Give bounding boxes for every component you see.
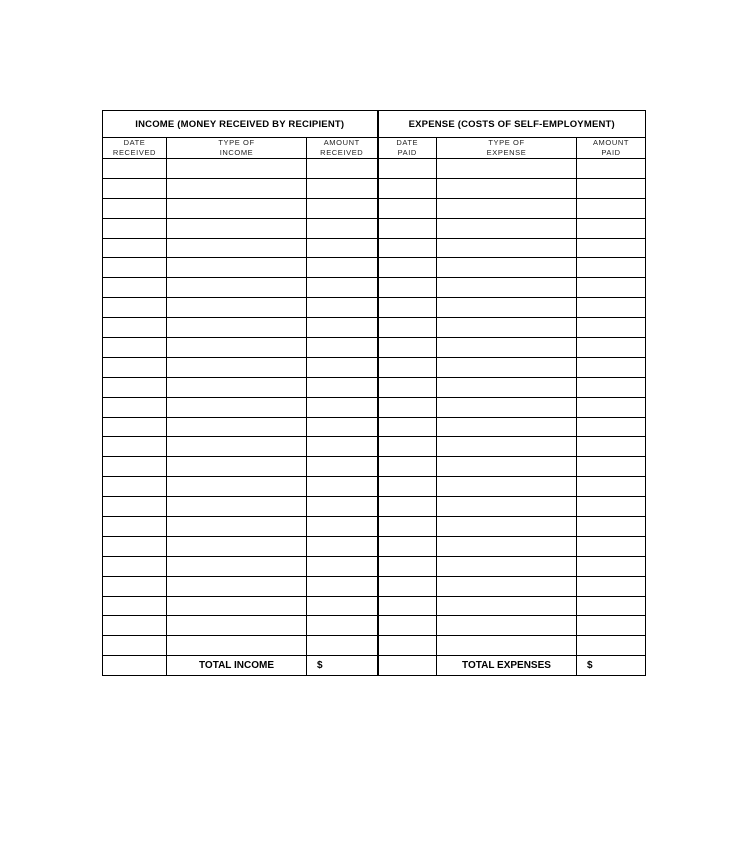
income-type-cell[interactable]: [167, 397, 307, 417]
expense-type-cell[interactable]: [437, 477, 577, 497]
income-date-cell[interactable]: [103, 178, 167, 198]
expense-date-cell[interactable]: [378, 576, 437, 596]
income-type-cell[interactable]: [167, 596, 307, 616]
expense-date-cell[interactable]: [378, 636, 437, 656]
expense-type-cell[interactable]: [437, 318, 577, 338]
expense-date-cell[interactable]: [378, 437, 437, 457]
expense-date-cell[interactable]: [378, 397, 437, 417]
ledger-entry-row: [103, 298, 646, 318]
income-date-cell[interactable]: [103, 298, 167, 318]
income-amount-cell[interactable]: [307, 497, 378, 517]
expense-date-cell[interactable]: [378, 556, 437, 576]
col-header-line: AMOUNT: [323, 138, 360, 147]
income-type-cell[interactable]: [167, 338, 307, 358]
col-header-line: PAID: [601, 148, 621, 157]
expense-amount-cell[interactable]: [577, 616, 646, 636]
income-type-cell[interactable]: [167, 377, 307, 397]
column-header-row: [103, 138, 646, 159]
income-date-cell[interactable]: [103, 616, 167, 636]
expense-date-cell[interactable]: [378, 616, 437, 636]
col-header-type-of-income: [167, 138, 307, 159]
income-date-cell[interactable]: [103, 238, 167, 258]
col-header-date-received: [103, 138, 167, 159]
income-type-cell[interactable]: [167, 616, 307, 636]
income-date-cell[interactable]: [103, 556, 167, 576]
income-amount-cell[interactable]: [307, 298, 378, 318]
col-header-date-paid: [378, 138, 437, 159]
total-expenses-blank-cell[interactable]: [378, 656, 437, 676]
expense-date-cell[interactable]: [378, 357, 437, 377]
income-date-cell[interactable]: [103, 258, 167, 278]
income-section-title: INCOME (MONEY RECEIVED BY RECIPIENT): [103, 111, 378, 138]
ledger-entry-row: [103, 238, 646, 258]
ledger-entry-row: [103, 417, 646, 437]
ledger-entry-row: [103, 536, 646, 556]
expense-amount-cell[interactable]: [577, 278, 646, 298]
expense-amount-cell[interactable]: [577, 377, 646, 397]
income-date-cell[interactable]: [103, 477, 167, 497]
ledger-entry-row: [103, 278, 646, 298]
income-amount-cell[interactable]: [307, 338, 378, 358]
income-amount-cell[interactable]: [307, 218, 378, 238]
expense-amount-cell[interactable]: [577, 238, 646, 258]
income-type-cell[interactable]: [167, 576, 307, 596]
ledger-entry-row: [103, 377, 646, 397]
income-amount-cell[interactable]: [307, 477, 378, 497]
income-amount-cell[interactable]: [307, 517, 378, 537]
ledger-entry-row: [103, 517, 646, 537]
expense-date-cell[interactable]: [378, 596, 437, 616]
col-header-line: AMOUNT: [592, 138, 630, 147]
ledger-entry-row: [103, 198, 646, 218]
expense-amount-cell[interactable]: [577, 536, 646, 556]
income-amount-cell[interactable]: [307, 318, 378, 338]
section-header-row: [103, 111, 646, 138]
expense-date-cell[interactable]: [378, 218, 437, 238]
ledger-entry-row: [103, 636, 646, 656]
expense-section-title: EXPENSE (COSTS OF SELF-EMPLOYMENT): [378, 111, 646, 138]
expense-amount-cell[interactable]: [577, 198, 646, 218]
expense-date-cell[interactable]: [378, 497, 437, 517]
col-header-line: PAID: [397, 148, 417, 157]
expense-amount-cell[interactable]: [577, 477, 646, 497]
ledger-entry-row: [103, 576, 646, 596]
income-amount-cell[interactable]: [307, 457, 378, 477]
expense-type-cell[interactable]: [437, 536, 577, 556]
expense-type-cell[interactable]: [437, 338, 577, 358]
income-amount-cell[interactable]: [307, 556, 378, 576]
expense-amount-cell[interactable]: [577, 576, 646, 596]
total-income-blank-cell[interactable]: [103, 656, 167, 676]
expense-amount-cell[interactable]: [577, 437, 646, 457]
income-type-cell[interactable]: [167, 218, 307, 238]
ledger-entry-row: [103, 338, 646, 358]
expense-date-cell[interactable]: [378, 159, 437, 179]
col-header-amount-received: [307, 138, 378, 159]
ledger-entry-row: [103, 477, 646, 497]
expense-type-cell[interactable]: [437, 159, 577, 179]
income-date-cell[interactable]: [103, 636, 167, 656]
expense-date-cell[interactable]: [378, 298, 437, 318]
ledger-entry-row: [103, 218, 646, 238]
income-date-cell[interactable]: [103, 437, 167, 457]
ledger-entry-row: [103, 318, 646, 338]
expense-date-cell[interactable]: [378, 417, 437, 437]
ledger-entry-row: [103, 457, 646, 477]
income-amount-cell[interactable]: [307, 278, 378, 298]
income-amount-cell[interactable]: [307, 159, 378, 179]
total-income-label: TOTAL INCOME: [167, 656, 307, 676]
total-expenses-amount[interactable]: $: [577, 656, 646, 676]
expense-type-cell[interactable]: [437, 596, 577, 616]
income-amount-cell[interactable]: [307, 198, 378, 218]
income-amount-cell[interactable]: [307, 536, 378, 556]
expense-amount-cell[interactable]: [577, 636, 646, 656]
totals-row: [103, 656, 646, 676]
income-expense-ledger: [102, 110, 645, 676]
income-type-cell[interactable]: [167, 417, 307, 437]
expense-date-cell[interactable]: [378, 338, 437, 358]
expense-type-cell[interactable]: [437, 616, 577, 636]
expense-amount-cell[interactable]: [577, 178, 646, 198]
income-date-cell[interactable]: [103, 536, 167, 556]
col-header-line: INCOME: [219, 148, 254, 157]
ledger-table: [102, 110, 646, 676]
income-amount-cell[interactable]: [307, 397, 378, 417]
expense-date-cell[interactable]: [378, 198, 437, 218]
income-amount-cell[interactable]: [307, 417, 378, 437]
expense-date-cell[interactable]: [378, 318, 437, 338]
expense-amount-cell[interactable]: [577, 517, 646, 537]
income-type-cell[interactable]: [167, 536, 307, 556]
ledger-entry-row: [103, 258, 646, 278]
income-type-cell[interactable]: [167, 357, 307, 377]
expense-type-cell[interactable]: [437, 238, 577, 258]
income-type-cell[interactable]: [167, 298, 307, 318]
income-type-cell[interactable]: [167, 457, 307, 477]
expense-type-cell[interactable]: [437, 556, 577, 576]
income-type-cell[interactable]: [167, 198, 307, 218]
income-type-cell[interactable]: [167, 159, 307, 179]
income-date-cell[interactable]: [103, 318, 167, 338]
income-type-cell[interactable]: [167, 437, 307, 457]
col-header-type-of-expense: [437, 138, 577, 159]
col-header-line: DATE: [396, 138, 419, 147]
income-date-cell[interactable]: [103, 596, 167, 616]
expense-amount-cell[interactable]: [577, 298, 646, 318]
expense-type-cell[interactable]: [437, 357, 577, 377]
expense-amount-cell[interactable]: [577, 397, 646, 417]
ledger-entry-row: [103, 397, 646, 417]
ledger-entry-row: [103, 616, 646, 636]
expense-amount-cell[interactable]: [577, 357, 646, 377]
income-type-cell[interactable]: [167, 556, 307, 576]
ledger-entry-row: [103, 556, 646, 576]
expense-type-cell[interactable]: [437, 178, 577, 198]
income-type-cell[interactable]: [167, 318, 307, 338]
income-date-cell[interactable]: [103, 198, 167, 218]
income-type-cell[interactable]: [167, 178, 307, 198]
income-amount-cell[interactable]: [307, 258, 378, 278]
expense-date-cell[interactable]: [378, 477, 437, 497]
income-date-cell[interactable]: [103, 517, 167, 537]
total-expenses-label: TOTAL EXPENSES: [437, 656, 577, 676]
expense-type-cell[interactable]: [437, 417, 577, 437]
income-amount-cell[interactable]: [307, 357, 378, 377]
expense-type-cell[interactable]: [437, 636, 577, 656]
income-amount-cell[interactable]: [307, 238, 378, 258]
expense-type-cell[interactable]: [437, 457, 577, 477]
income-type-cell[interactable]: [167, 238, 307, 258]
income-date-cell[interactable]: [103, 278, 167, 298]
expense-date-cell[interactable]: [378, 517, 437, 537]
expense-amount-cell[interactable]: [577, 457, 646, 477]
col-header-amount-paid: [577, 138, 646, 159]
income-date-cell[interactable]: [103, 159, 167, 179]
col-header-line: RECEIVED: [320, 148, 364, 157]
expense-amount-cell[interactable]: [577, 338, 646, 358]
ledger-entry-row: [103, 497, 646, 517]
income-date-cell[interactable]: [103, 497, 167, 517]
expense-amount-cell[interactable]: [577, 258, 646, 278]
income-date-cell[interactable]: [103, 357, 167, 377]
expense-amount-cell[interactable]: [577, 159, 646, 179]
income-date-cell[interactable]: [103, 338, 167, 358]
ledger-entry-row: [103, 437, 646, 457]
expense-amount-cell[interactable]: [577, 497, 646, 517]
ledger-entry-row: [103, 357, 646, 377]
income-date-cell[interactable]: [103, 457, 167, 477]
col-header-line: DATE: [123, 138, 146, 147]
expense-type-cell[interactable]: [437, 397, 577, 417]
expense-date-cell[interactable]: [378, 377, 437, 397]
expense-type-cell[interactable]: [437, 218, 577, 238]
expense-date-cell[interactable]: [378, 178, 437, 198]
col-header-line: TYPE OF: [488, 138, 525, 147]
income-amount-cell[interactable]: [307, 576, 378, 596]
income-date-cell[interactable]: [103, 218, 167, 238]
expense-type-cell[interactable]: [437, 497, 577, 517]
income-date-cell[interactable]: [103, 397, 167, 417]
expense-date-cell[interactable]: [378, 457, 437, 477]
income-amount-cell[interactable]: [307, 596, 378, 616]
income-amount-cell[interactable]: [307, 437, 378, 457]
col-header-line: TYPE OF: [218, 138, 255, 147]
expense-date-cell[interactable]: [378, 258, 437, 278]
ledger-entry-row: [103, 178, 646, 198]
total-income-amount[interactable]: $: [307, 656, 378, 676]
expense-type-cell[interactable]: [437, 278, 577, 298]
income-type-cell[interactable]: [167, 497, 307, 517]
income-date-cell[interactable]: [103, 377, 167, 397]
ledger-entry-row: [103, 159, 646, 179]
income-amount-cell[interactable]: [307, 178, 378, 198]
expense-date-cell[interactable]: [378, 238, 437, 258]
expense-type-cell[interactable]: [437, 258, 577, 278]
income-type-cell[interactable]: [167, 517, 307, 537]
expense-date-cell[interactable]: [378, 278, 437, 298]
expense-type-cell[interactable]: [437, 576, 577, 596]
expense-type-cell[interactable]: [437, 437, 577, 457]
income-amount-cell[interactable]: [307, 377, 378, 397]
expense-type-cell[interactable]: [437, 377, 577, 397]
income-amount-cell[interactable]: [307, 616, 378, 636]
ledger-entry-row: [103, 596, 646, 616]
col-header-line: RECEIVED: [112, 148, 157, 157]
expense-amount-cell[interactable]: [577, 556, 646, 576]
expense-type-cell[interactable]: [437, 517, 577, 537]
income-type-cell[interactable]: [167, 477, 307, 497]
expense-type-cell[interactable]: [437, 298, 577, 318]
expense-type-cell[interactable]: [437, 198, 577, 218]
income-type-cell[interactable]: [167, 278, 307, 298]
col-header-line: EXPENSE: [486, 148, 527, 157]
expense-amount-cell[interactable]: [577, 218, 646, 238]
income-date-cell[interactable]: [103, 576, 167, 596]
income-amount-cell[interactable]: [307, 636, 378, 656]
expense-date-cell[interactable]: [378, 536, 437, 556]
expense-amount-cell[interactable]: [577, 318, 646, 338]
expense-amount-cell[interactable]: [577, 596, 646, 616]
income-type-cell[interactable]: [167, 258, 307, 278]
income-type-cell[interactable]: [167, 636, 307, 656]
income-date-cell[interactable]: [103, 417, 167, 437]
expense-amount-cell[interactable]: [577, 417, 646, 437]
